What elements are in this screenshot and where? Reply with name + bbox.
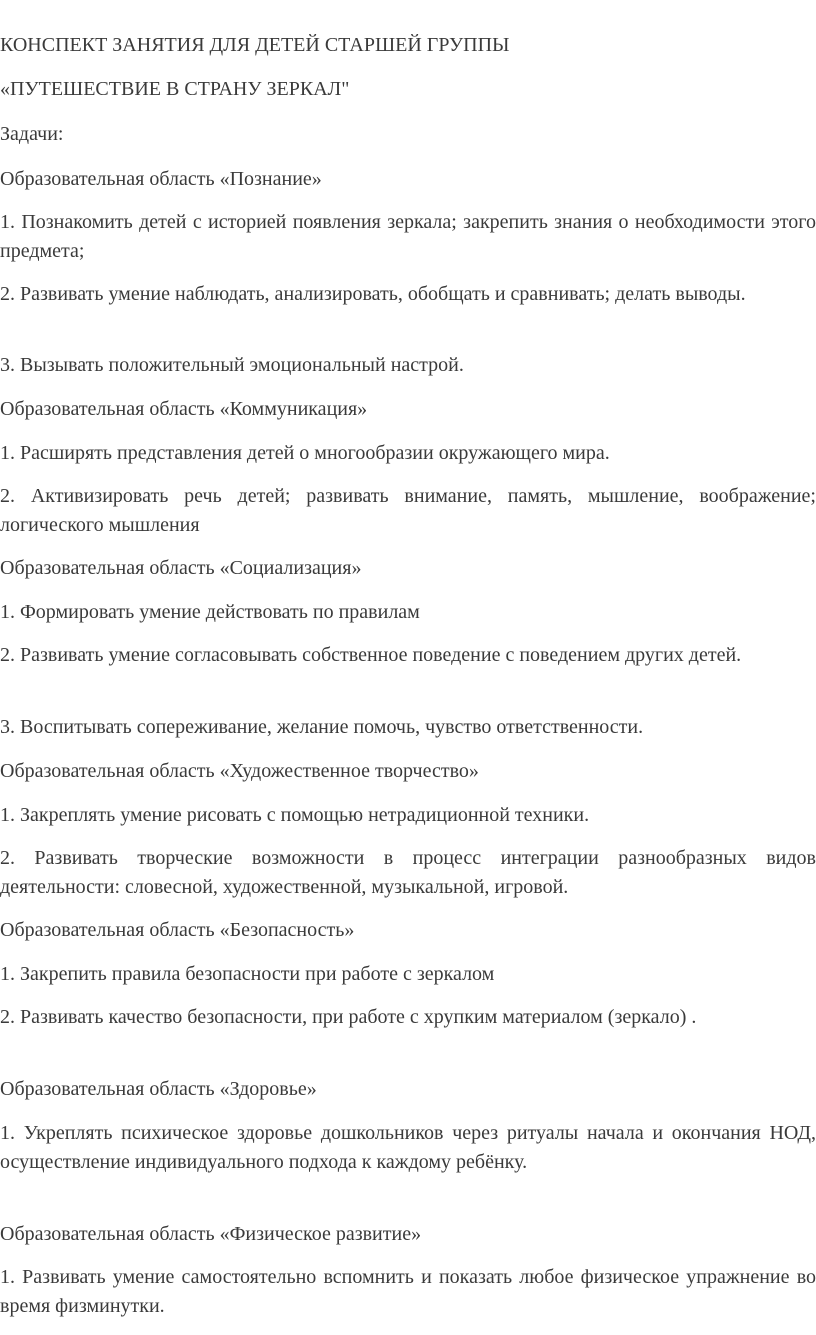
document-title-line-2: «ПУТЕШЕСТВИЕ В СТРАНУ ЗЕРКАЛ" xyxy=(0,78,350,100)
task-item: 2. Развивать творческие возможности в процесс интеграции разнообразных видов деятельности: словесной, художественной, музыкальной, игровой. xyxy=(0,847,816,898)
task-item: 2. Развивать умение согласовывать собственное поведение с поведением других детей. xyxy=(0,644,742,666)
section-heading-socialization: Образовательная область «Социализация» xyxy=(0,557,362,579)
task-item: 1. Закрепить правила безопасности при работе с зеркалом xyxy=(0,963,495,985)
task-item: 1. Укреплять психическое здоровье дошкольников через ритуалы начала и окончания НОД, осуществление индивидуального подхода к каждому ребёнку. xyxy=(0,1122,816,1173)
task-item: 1. Развивать умение самостоятельно вспомнить и показать любое физическое упражнение во время физминутки. xyxy=(0,1266,816,1317)
task-item: 2. Развивать умение наблюдать, анализировать, обобщать и сравнивать; делать выводы. xyxy=(0,283,746,305)
task-item: 1. Формировать умение действовать по правилам xyxy=(0,601,420,623)
section-heading-communication: Образовательная область «Коммуникация» xyxy=(0,398,368,420)
document-title-line-1: КОНСПЕКТ ЗАНЯТИЯ ДЛЯ ДЕТЕЙ СТАРШЕЙ ГРУППЫ xyxy=(0,34,510,56)
task-item: 1. Расширять представления детей о многообразии окружающего мира. xyxy=(0,442,610,464)
task-item: 3. Воспитывать сопереживание, желание помочь, чувство ответственности. xyxy=(0,716,644,738)
task-item: 1. Закреплять умение рисовать с помощью нетрадиционной техники. xyxy=(0,804,590,826)
section-heading-cognition: Образовательная область «Познание» xyxy=(0,168,322,190)
section-heading-health: Образовательная область «Здоровье» xyxy=(0,1078,317,1100)
task-item: 3. Вызывать положительный эмоциональный настрой. xyxy=(0,354,464,376)
tasks-heading: Задачи: xyxy=(0,123,64,145)
section-heading-safety: Образовательная область «Безопасность» xyxy=(0,919,355,941)
task-item: 2. Развивать качество безопасности, при работе с хрупким материалом (зеркало) . xyxy=(0,1006,697,1028)
section-heading-art: Образовательная область «Художественное творчество» xyxy=(0,760,479,782)
task-item: 2. Активизировать речь детей; развивать внимание, память, мышление, воображение; логического мышления xyxy=(0,485,816,536)
section-heading-physical: Образовательная область «Физическое развитие» xyxy=(0,1223,422,1245)
task-item: 1. Познакомить детей с историей появления зеркала; закрепить знания о необходимости этого предмета; xyxy=(0,211,816,262)
